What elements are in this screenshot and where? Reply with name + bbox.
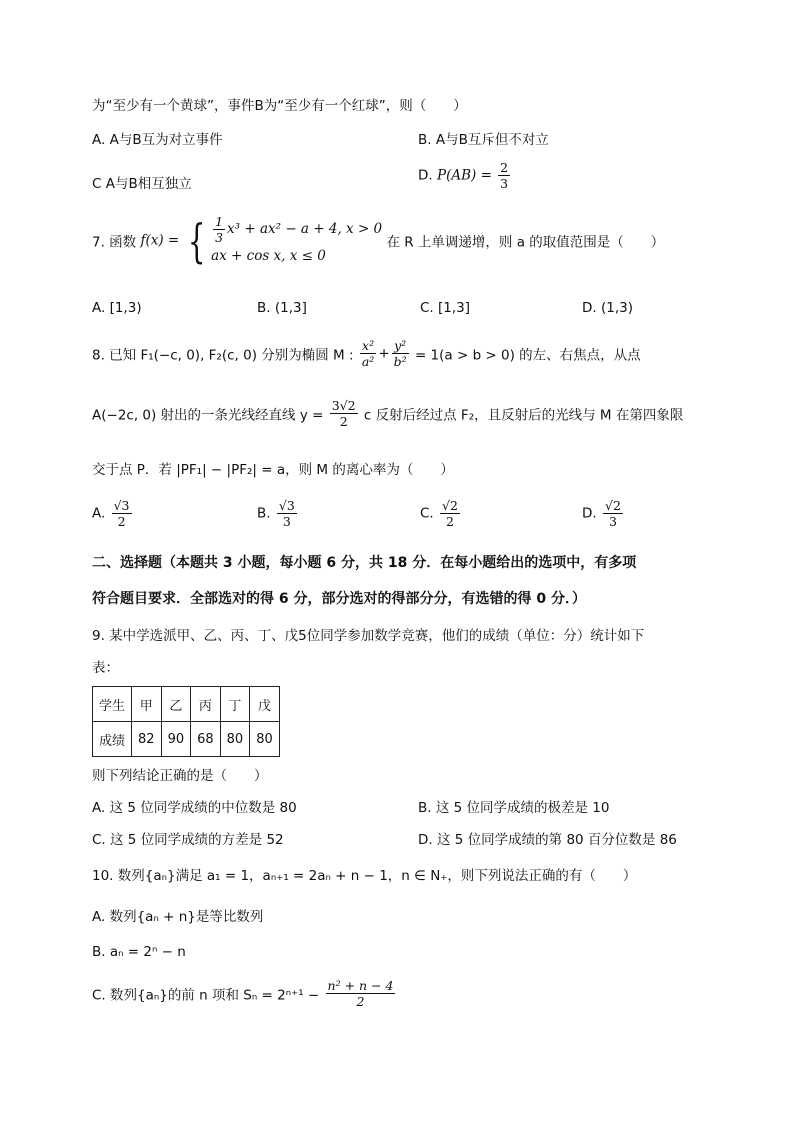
table-header-cell: 乙: [161, 687, 191, 722]
q8-option-a: A. $\frac{√3}{2}$: [92, 498, 130, 529]
q8-option-d: D. $\frac{√2}{3}$: [582, 498, 621, 529]
table-header-cell: 丙: [191, 687, 221, 722]
q8-option-b: B. $\frac{√3}{3}$: [257, 498, 295, 529]
q7-brace: {: [187, 213, 205, 268]
q7-option-d: D. (1,3): [582, 300, 633, 316]
q6-option-d-math: P(AB) =: [436, 167, 492, 184]
q10-option-c: C. 数列{aₙ}的前 n 项和 Sₙ = 2ⁿ⁺¹ − $\frac{\text{n² + n − 4}}{2}$: [92, 978, 394, 1009]
q7-option-b: B. (1,3]: [257, 300, 307, 316]
q6-option-c: C A与B相互独立: [92, 176, 192, 192]
table-header-cell: 丁: [220, 687, 250, 722]
table-cell: 成绩: [93, 722, 132, 757]
q6-stem-tail: 为“至少有一个黄球”，事件B为“至少有一个红球”，则（ ）: [92, 98, 467, 114]
q7-stem: [92, 214, 664, 267]
q9-option-b: B. 这 5 位同学成绩的极差是 10: [418, 800, 610, 816]
table-cell: 80: [220, 722, 250, 757]
q9-score-table: [92, 686, 280, 757]
q10-option-a: A. 数列{aₙ + n}是等比数列: [92, 909, 264, 925]
table-cell: 68: [191, 722, 221, 757]
table-cell: 80: [250, 722, 280, 757]
section2-heading-line1: 二、选择题（本题共 3 小题，每小题 6 分，共 18 分．在每小题给出的选项中，有多项: [92, 555, 637, 571]
table-row: [93, 722, 280, 757]
q6-option-d-fraction: $\frac{2}{3}$: [500, 160, 509, 191]
q9-line1: 9. 某中学选派甲、乙、丙、丁、戊5位同学参加数学竞赛，他们的成绩（单位：分）统计如下: [92, 628, 645, 644]
q7-cases: $\frac{1}{3}$ x³ + ax² − a + 4, x > 0 ax + cos x, x ≤ 0: [211, 214, 383, 264]
table-cell: 90: [161, 722, 191, 757]
q8-line1: 8. 已知 F₁(−c, 0), F₂(c, 0) 分别为椭圆 M : $\frac{\text{x²}}{\text{a²}}$ + $\frac{\text{y²}}{\text{b²}}$ = 1(a > b > 0) 的左、右焦点，从点: [92, 338, 641, 369]
q9-option-c: C. 这 5 位同学成绩的方差是 52: [92, 832, 284, 848]
table-header-cell: 甲: [132, 687, 162, 722]
q9-line2: 表：: [92, 660, 119, 676]
q9-after-table: 则下列结论正确的是（ ）: [92, 768, 268, 784]
q7-option-c: C. [1,3]: [420, 300, 471, 316]
q6-option-a: A. A与B互为对立事件: [92, 132, 223, 148]
q10-stem: 10. 数列{aₙ}满足 a₁ = 1，aₙ₊₁ = 2aₙ + n − 1，n ∈ N₊，则下列说法正确的有（ ）: [92, 868, 637, 884]
q8-line2: A(−2c, 0) 射出的一条光线经直线 y = $\frac{3√2}{2}$ c 反射后经过点 F₂，且反射后的光线与 M 在第四象限: [92, 398, 684, 429]
q8-line3: 交于点 P．若 |PF₁| − |PF₂| = a，则 M 的离心率为（ ）: [92, 462, 454, 478]
q6-option-b: B. A与B互斥但不对立: [418, 132, 549, 148]
section2-heading-line2: 符合题目要求．全部选对的得 6 分，部分选对的得部分分，有选错的得 0 分．）: [92, 591, 586, 607]
q7-fx: f(x) =: [140, 232, 180, 249]
q7-number: 7. 函数: [92, 234, 137, 251]
q7-tail: 在 R 上单调递增，则 a 的取值范围是（ ）: [386, 234, 665, 251]
table-header-cell: 戊: [250, 687, 280, 722]
q9-option-d: D. 这 5 位同学成绩的第 80 百分位数是 86: [418, 832, 677, 848]
q6-option-d: [418, 160, 512, 191]
table-header-cell: 学生: [93, 687, 132, 722]
table-row: [93, 687, 280, 722]
q8-option-c: C. $\frac{√2}{2}$: [420, 498, 458, 529]
q7-option-a: A. [1,3): [92, 300, 142, 316]
q10-option-b: B. aₙ = 2ⁿ − n: [92, 944, 186, 960]
q9-option-a: A. 这 5 位同学成绩的中位数是 80: [92, 800, 297, 816]
q6-option-d-label: D.: [418, 167, 433, 184]
table-cell: 82: [132, 722, 162, 757]
